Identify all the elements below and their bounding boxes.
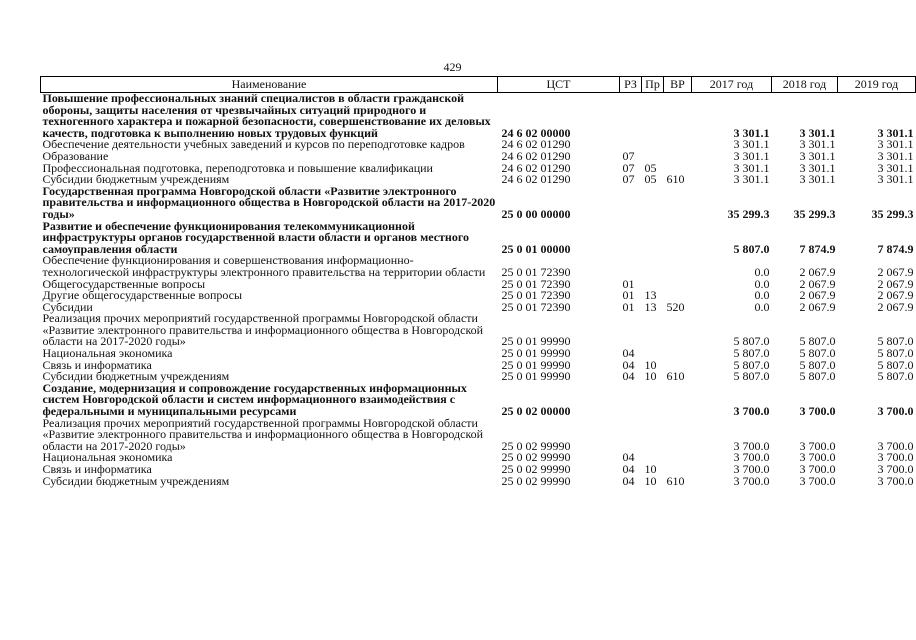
cell-2018: 5 807.0 <box>799 334 836 349</box>
cell-cst: 25 0 01 99990 <box>501 334 571 349</box>
table-row <box>41 313 916 348</box>
cell-rz: 01 <box>622 299 635 314</box>
table-row <box>41 383 916 418</box>
cell-name: Субсидии <box>42 299 93 314</box>
header-pr: Пр <box>642 77 664 93</box>
cell-2017: 3 700.0 <box>733 438 770 453</box>
cell-2017: 3 700.0 <box>733 450 770 465</box>
cell-2019: 5 807.0 <box>877 346 914 361</box>
cell-2017: 5 807.0 <box>733 241 770 256</box>
cell-cst: 25 0 02 99990 <box>501 473 571 488</box>
header-name: Наименование <box>41 77 498 93</box>
cell-rz <box>620 93 642 140</box>
table-row <box>41 348 916 360</box>
cell-2019: 2 067.9 <box>877 288 914 303</box>
cell-rz: 07 <box>622 160 635 175</box>
cell-pr <box>642 255 664 278</box>
cell-vr: 520 <box>666 299 685 314</box>
cell-name: Связь и информатика <box>42 357 152 372</box>
cell-cst: 25 0 01 72390 <box>501 299 571 314</box>
cell-2019: 3 301.1 <box>877 137 914 152</box>
cell-2019: 3 301.1 <box>877 148 914 163</box>
cell-2019: 3 700.0 <box>877 450 914 465</box>
cell-2018: 7 874.9 <box>799 241 836 256</box>
cell-2018: 5 807.0 <box>799 357 836 372</box>
cell-2018: 3 301.1 <box>799 148 836 163</box>
cell-rz: 07 <box>622 172 635 187</box>
table-body <box>41 93 916 488</box>
cell-pr: 13 <box>644 299 657 314</box>
cell-rz: 04 <box>622 346 635 361</box>
cell-2018: 3 700.0 <box>799 404 836 419</box>
cell-2019: 5 807.0 <box>877 357 914 372</box>
cell-2018: 3 700.0 <box>799 438 836 453</box>
cell-name: Образование <box>42 148 109 163</box>
cell-2017: 0.0 <box>754 299 770 314</box>
cell-cst: 25 0 02 99990 <box>501 438 571 453</box>
cell-vr <box>664 93 692 140</box>
page-number: 429 <box>443 60 462 74</box>
cell-2019: 2 067.9 <box>877 299 914 314</box>
cell-cst: 24 6 02 01290 <box>501 148 571 163</box>
cell-2018: 3 301.1 <box>799 125 836 140</box>
cell-vr: 610 <box>666 473 685 488</box>
cell-name: Реализация прочих мероприятий государственной программы Новгородской области «Развитие электронного правительства и информационного общества в Новгородской области на 2017-2020 годы» <box>42 311 484 349</box>
cell-2019: 2 067.9 <box>877 264 914 279</box>
cell-name: Повышение профессиональных знаний специалистов в области гражданской обороны, защиты населения от чрезвычайных ситуаций природного и техногенного характера и пожарной безопасности, совершенствование их деловых качеств, подготовка к выполнению новых трудовых функций <box>42 91 491 140</box>
table-row <box>41 452 916 464</box>
cell-cst: 25 0 02 99990 <box>501 462 571 476</box>
cell-vr <box>664 139 692 151</box>
cell-2017: 0.0 <box>754 288 770 303</box>
cell-pr <box>642 139 664 151</box>
cell-2019: 35 299.3 <box>871 206 914 221</box>
cell-cst: 25 0 01 72390 <box>501 276 571 291</box>
cell-2018: 2 067.9 <box>799 299 836 314</box>
cell-rz: 04 <box>622 369 635 384</box>
cell-vr: 610 <box>666 369 685 384</box>
cell-2017: 3 301.1 <box>733 160 770 175</box>
cell-2017: 3 301.1 <box>733 137 770 152</box>
cell-2018: 2 067.9 <box>799 288 836 303</box>
cell-pr: 10 <box>644 357 657 372</box>
table-row <box>41 290 916 302</box>
table-row <box>41 221 916 256</box>
cell-2019: 7 874.9 <box>877 241 914 256</box>
cell-2019: 3 700.0 <box>877 473 914 488</box>
table-row <box>41 476 916 488</box>
cell-name: Обеспечение функционирования и совершенствования информационно- технологической инфраструктуры электронного правительства на территории области <box>42 253 486 279</box>
cell-pr: 05 <box>644 160 657 175</box>
table-row <box>41 255 916 278</box>
cell-2017: 5 807.0 <box>733 346 770 361</box>
cell-rz: 04 <box>622 473 635 488</box>
cell-2018: 3 700.0 <box>799 473 836 488</box>
cell-rz: 01 <box>622 276 635 291</box>
cell-pr: 10 <box>644 462 657 476</box>
cell-2019: 3 301.1 <box>877 160 914 175</box>
cell-vr <box>664 151 692 163</box>
cell-2018: 2 067.9 <box>799 276 836 291</box>
cell-name: Обеспечение деятельности учебных заведений и курсов по переподготовке кадров <box>42 137 465 152</box>
cell-cst: 25 0 01 72390 <box>501 288 571 303</box>
cell-vr: 610 <box>666 172 685 187</box>
cell-2019: 3 301.1 <box>877 172 914 187</box>
cell-rz: 04 <box>622 357 635 372</box>
cell-2017: 5 807.0 <box>733 334 770 349</box>
cell-cst: 25 0 01 99990 <box>501 369 571 384</box>
cell-cst: 25 0 01 99990 <box>501 346 571 361</box>
cell-pr: 13 <box>644 288 657 303</box>
cell-2017: 3 700.0 <box>733 404 770 419</box>
cell-2017: 3 301.1 <box>733 172 770 187</box>
cell-rz <box>620 221 642 256</box>
cell-name: Реализация прочих мероприятий государственной программы Новгородской области «Развитие электронного правительства и информационного общества в Новгородской области на 2017-2020 годы» <box>42 415 484 453</box>
cell-rz <box>620 418 642 453</box>
cell-2018: 5 807.0 <box>799 346 836 361</box>
cell-vr <box>664 313 692 348</box>
cell-cst: 25 0 01 72390 <box>501 264 571 279</box>
cell-2019: 3 700.0 <box>877 438 914 453</box>
cell-2019: 3 700.0 <box>877 462 914 476</box>
cell-pr: 10 <box>644 473 657 488</box>
cell-vr <box>664 279 692 291</box>
cell-vr <box>664 418 692 453</box>
cell-cst: 24 6 02 01290 <box>501 172 571 187</box>
cell-rz: 04 <box>622 462 635 476</box>
header-2019: 2019 год <box>838 77 916 93</box>
cell-vr <box>664 348 692 360</box>
cell-pr <box>642 313 664 348</box>
cell-2017: 0.0 <box>754 264 770 279</box>
cell-2018: 3 301.1 <box>799 137 836 152</box>
cell-name: Национальная экономика <box>42 450 173 465</box>
table-row <box>41 139 916 151</box>
cell-cst: 24 6 02 01290 <box>501 137 571 152</box>
cell-pr: 05 <box>644 172 657 187</box>
header-2018: 2018 год <box>772 77 838 93</box>
cell-2017: 3 700.0 <box>733 473 770 488</box>
cell-vr <box>664 186 692 221</box>
cell-2019: 3 700.0 <box>877 404 914 419</box>
cell-name: Связь и информатика <box>42 462 152 476</box>
cell-vr <box>664 255 692 278</box>
cell-pr <box>642 418 664 453</box>
cell-name: Субсидии бюджетным учреждениям <box>42 473 230 488</box>
cell-cst: 24 6 02 00000 <box>501 125 571 140</box>
cell-rz: 01 <box>622 288 635 303</box>
cell-cst: 25 0 02 00000 <box>501 404 571 419</box>
cell-2017: 35 299.3 <box>727 206 770 221</box>
cell-2017: 5 807.0 <box>733 369 770 384</box>
header-rz: РЗ <box>620 77 642 93</box>
cell-rz: 07 <box>622 148 635 163</box>
cell-name: Государственная программа Новгородской области «Развитие электронного правительства и информационного общества в Новгородской области на 2017-2020 годы» <box>42 183 496 221</box>
cell-rz <box>620 313 642 348</box>
cell-2018: 3 301.1 <box>799 172 836 187</box>
cell-rz: 04 <box>622 450 635 465</box>
cell-name: Субсидии бюджетным учреждениям <box>42 172 230 187</box>
cell-2018: 2 067.9 <box>799 264 836 279</box>
cell-name: Национальная экономика <box>42 346 173 361</box>
cell-rz <box>620 186 642 221</box>
cell-2018: 3 301.1 <box>799 160 836 175</box>
cell-name: Другие общегосударственные вопросы <box>42 288 243 303</box>
cell-name: Создание, модернизация и сопровождение государственных информационных систем Новгородской области и систем информационного взаимодействия с федеральными и муниципальными ресурсами <box>42 380 467 419</box>
cell-name: Общегосударственные вопросы <box>42 276 206 291</box>
cell-cst: 25 0 00 00000 <box>501 206 571 221</box>
table-row <box>41 418 916 453</box>
cell-cst: 24 6 02 01290 <box>501 160 571 175</box>
cell-2017: 3 301.1 <box>733 148 770 163</box>
cell-2017: 3 700.0 <box>733 462 770 476</box>
table-row <box>41 186 916 221</box>
cell-2019: 3 301.1 <box>877 125 914 140</box>
cell-2017: 0.0 <box>754 276 770 291</box>
cell-pr <box>642 221 664 256</box>
cell-2018: 3 700.0 <box>799 462 836 476</box>
cell-pr: 10 <box>644 369 657 384</box>
cell-2018: 5 807.0 <box>799 369 836 384</box>
cell-vr <box>664 221 692 256</box>
cell-2017: 3 301.1 <box>733 125 770 140</box>
cell-2018: 3 700.0 <box>799 450 836 465</box>
cell-2019: 5 807.0 <box>877 334 914 349</box>
cell-2019: 5 807.0 <box>877 369 914 384</box>
budget-table <box>40 76 916 487</box>
header-cst: ЦСТ <box>498 77 620 93</box>
header-2017: 2017 год <box>692 77 772 93</box>
cell-rz <box>620 383 642 418</box>
cell-2019: 2 067.9 <box>877 276 914 291</box>
cell-name: Профессиональная подготовка, переподготовка и повышение квалификации <box>42 160 433 175</box>
cell-vr <box>664 452 692 464</box>
cell-name: Субсидии бюджетным учреждениям <box>42 369 230 384</box>
cell-2017: 5 807.0 <box>733 357 770 372</box>
cell-cst: 25 0 01 99990 <box>501 357 571 372</box>
cell-vr <box>664 383 692 418</box>
cell-name: Развитие и обеспечение функционирования телекоммуникационной инфраструктуры органов государственной власти области и органов местного самоуправления области <box>42 218 469 256</box>
header-vr: ВР <box>664 77 692 93</box>
cell-pr <box>642 93 664 140</box>
cell-pr <box>642 383 664 418</box>
cell-cst: 25 0 01 00000 <box>501 241 571 256</box>
cell-2018: 35 299.3 <box>793 206 836 221</box>
cell-pr <box>642 186 664 221</box>
cell-rz <box>620 255 642 278</box>
cell-cst: 25 0 02 99990 <box>501 450 571 465</box>
table-row <box>41 93 916 140</box>
